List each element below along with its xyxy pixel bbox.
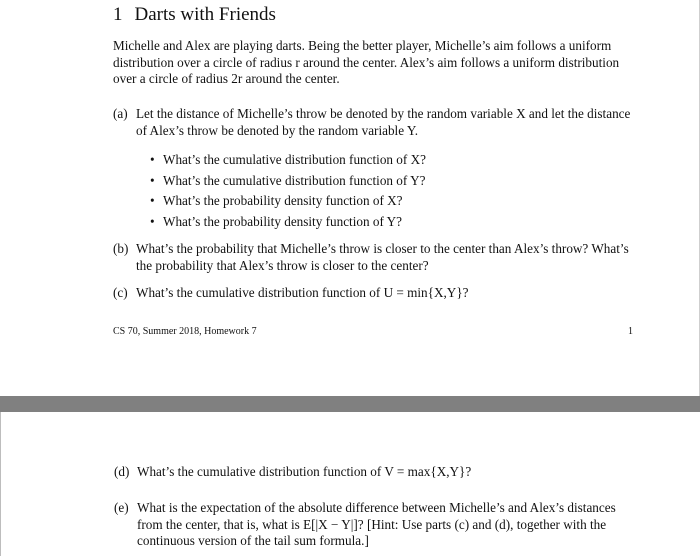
part-a-label: (a) [113, 106, 128, 121]
intro-line: over a circle of radius 2r around the center. [113, 71, 340, 86]
part-d-line: What’s the cumulative distribution function of V = max{X,Y}? [137, 464, 472, 479]
part-e-line: continuous version of the tail sum formula.] [137, 533, 369, 548]
part-e-text [137, 500, 616, 550]
part-b-text [136, 241, 629, 274]
part-b-line: the probability that Alex’s throw is closer to the center? [136, 257, 429, 273]
bullet-icon: • [150, 173, 155, 188]
bullet-text: What’s the cumulative distribution function of X? [163, 152, 426, 167]
page-footer-course: CS 70, Summer 2018, Homework 7 [113, 326, 257, 337]
part-b-label: (b) [113, 241, 129, 256]
section-number: 1 [113, 4, 123, 25]
part-c-line: What’s the cumulative distribution function of U = min{X,Y}? [136, 285, 469, 300]
part-a-line: of Alex’s throw be denoted by the random variable Y. [136, 122, 418, 138]
bullet-text: What’s the probability density function of X? [163, 193, 403, 208]
part-b-line: What’s the probability that Michelle’s throw is closer to the center than Alex’s throw? What’s [136, 241, 629, 256]
bullet-icon: • [150, 193, 155, 208]
part-e-label: (e) [114, 500, 129, 515]
bullet-icon: • [150, 214, 155, 229]
page-separator [0, 396, 700, 412]
bullet-icon: • [150, 152, 155, 167]
part-e-line: from the center, that is, what is E[|X − Y|]? [Hint: Use parts (c) and (d), together with the [137, 516, 607, 532]
part-d-label: (d) [114, 464, 130, 479]
section-title: Darts with Friends [134, 4, 276, 25]
intro-line: Michelle and Alex are playing darts. Being the better player, Michelle’s aim follows a uniform [113, 38, 612, 53]
document-page-2 [0, 412, 700, 556]
part-d-text [137, 464, 471, 481]
part-c-text [136, 285, 469, 302]
part-a-text [136, 106, 630, 139]
part-c-label: (c) [113, 285, 128, 300]
bullet-text: What’s the probability density function of Y? [163, 214, 403, 229]
intro-line: distribution over a circle of radius r around the center. Alex’s aim follows a uniform distribution [113, 54, 620, 70]
part-e-line: What is the expectation of the absolute difference between Michelle’s and Alex’s distances [137, 500, 616, 515]
part-a-line: Let the distance of Michelle’s throw be denoted by the random variable X and let the distance [136, 106, 631, 121]
bullet-text: What’s the cumulative distribution function of Y? [163, 173, 426, 188]
page-number: 1 [628, 326, 633, 337]
intro-paragraph [113, 38, 619, 88]
section-heading [113, 4, 276, 26]
